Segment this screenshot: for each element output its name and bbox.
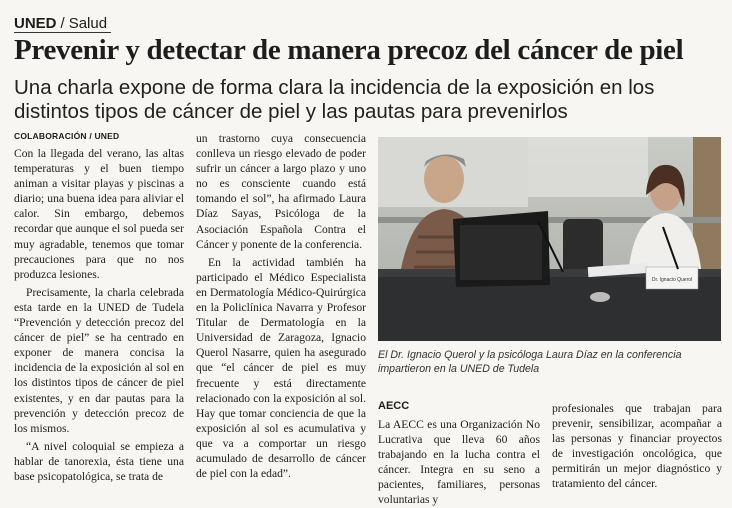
aecc-heading: AECC — [378, 400, 410, 412]
conference-photo — [378, 137, 721, 341]
photo-caption: El Dr. Ignacio Querol y la psicóloga Laura Díaz en la conferencia impartieron en la UNED de Tudela — [378, 349, 682, 375]
paragraph: “A nivel coloquial se empieza a hablar de tanorexia, ésta tiene una base psicopatológica, se trata de — [14, 439, 184, 483]
article-column-1 — [14, 146, 184, 484]
paragraph: Precisamente, la charla celebrada esta tarde en la UNED de Tudela “Prevención y detección precoz del cáncer de piel” se ha centrado en exponer de manera concisa la incidencia de la exposición al sol en los distintos tipos de cáncer de piel existentes, y en dar pautas para la prevención y detección precoz de los mismos. — [14, 285, 184, 435]
section-header — [14, 10, 111, 33]
paragraph: La AECC es una Organización No Lucrativa que lleva 60 años trabajando en la lucha contra el cáncer. Integra en su seno a pacientes, familiares, personas voluntarias y — [378, 418, 540, 507]
paragraph: Con la llegada del verano, las altas temperaturas y el buen tiempo animan a visitar playas y piscinas a diario; una buena idea para aliviar el calor. Sin embargo, debemos recordar que aunque el sol pueda ser muy agradable, tenemos que tomar precauciones para que no nos produzca lesiones. — [14, 147, 184, 281]
section-separator: / — [60, 15, 65, 32]
conference-photo-illustration — [378, 137, 721, 341]
paragraph: En la actividad también ha participado el Médico Especialista en Dermatología Médico-Quirúrgica en la Policlínica Navarra y Profesor Titular de Dermatología en la Universidad de Zaragoza, Ignacio Querol Nasarre, quien ha asegurado que “el cáncer de piel es muy frecuente y está directamente relacionado con la exposición al sol. Hay que tomar conciencia de que la exposición al sol es acumulativa y que va a comportar un riesgo acumulado de desarrollo de cáncer de piel con la edad”. — [196, 255, 366, 481]
byline: COLABORACIÓN / UNED — [14, 131, 120, 141]
article-column-3 — [378, 417, 540, 508]
desk-name-sign: Dr. Ignacio Querol — [651, 277, 693, 283]
subheadline: Una charla expone de forma clara la incidencia de la exposición en los distintos tipos de cáncer de piel y las pautas para prevenirlos — [14, 76, 655, 123]
section-name: UNED — [14, 15, 57, 32]
section-subsection: Salud — [68, 15, 108, 32]
article-column-2 — [196, 131, 366, 481]
paragraph: profesionales que trabajan para prevenir, sensibilizar, acompañar a las personas y financiar proyectos de investigación oncológica, que permitirán un mejor diagnóstico y tratamiento del cáncer. — [552, 402, 722, 491]
headline: Prevenir y detectar de manera precoz del cáncer de piel — [14, 34, 684, 66]
paragraph: un trastorno cuya consecuencia conlleva un riesgo elevado de poder sufrir un cáncer a largo plazo y uno no es consciente cuando está tomando el sol”, ha afirmado Laura Díaz Sayas, Psicóloga de la Asociación Española Contra el Cáncer y ponente de la conferencia. — [196, 132, 366, 251]
article-column-4 — [552, 401, 722, 492]
